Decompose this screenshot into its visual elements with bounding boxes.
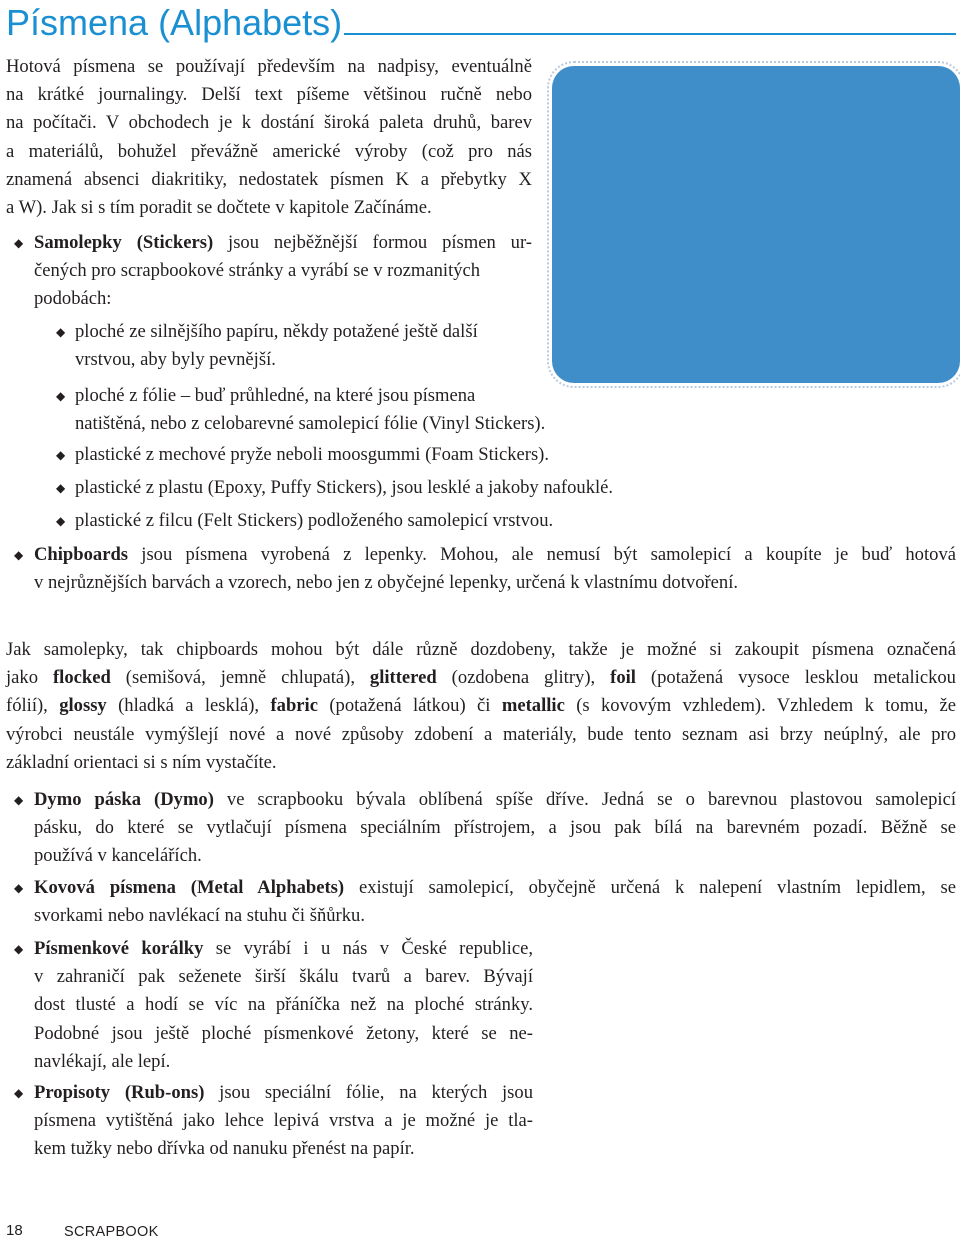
bullet-icon: ◆ [14,236,24,250]
intro-line: na krátké journalingy. Delší text píšeme většinou ručně nebo [6,84,532,106]
paragraph-line [6,692,956,720]
term-beads: Písmenkové korálky [34,938,204,959]
list-item-line: Podobné jsou ještě ploché písmenkové žetony, které se ne- [34,1022,533,1044]
intro-line: na počítači. V obchodech je k dostání široká paleta druhů, barev [6,112,532,134]
list-item-line [34,1079,533,1107]
list-item-dymo [34,786,956,871]
list-item-rubons [34,1079,533,1164]
list-item-line [34,935,533,963]
list-item-line: v zahraničí pak seženete širší škálu tvarů a barev. Bývají [34,966,533,988]
list-item-text: jsou nejběžnější formou písmen ur- [213,232,532,253]
term-flocked: flocked [52,667,111,689]
list-item-line [34,541,956,569]
text: (potažená látkou) či [317,695,502,717]
paragraph-line: výrobci neustále vymýšlejí nové a nové způsoby zdobení a materiály, bude tento seznam asi brzy neúplný, ale pro [6,723,956,745]
sub-item-line: ploché z fólie – buď průhledné, na které jsou písmena [75,385,476,406]
term-chipboards: Chipboards [34,544,129,565]
list-item-chipboards [34,541,956,597]
bullet-icon: ◆ [14,942,24,956]
list-item-line [34,874,956,902]
list-item-stickers [34,229,532,314]
list-item-text: jsou speciální fólie, na kterých jsou [204,1082,533,1103]
term-stickers: Samolepky (Stickers) [34,232,214,253]
paragraph-line: základní orientaci si s ním vystačíte. [6,751,277,773]
list-item-text: jsou písmena vyrobená z lepenky. Mohou, ale nemusí být samolepicí a koupíte je buď hotová [128,544,956,565]
list-item-line: používá v kancelářích. [34,845,202,867]
sub-item [75,318,535,374]
list-item-line: svorkami nebo navlékací na stuhu či šňůrku. [34,905,365,927]
list-item-line: čených pro scrapbookové stránky a vyrábí se v rozmanitých [34,260,481,282]
text: (s kovovým vzhledem). Vzhledem k tomu, že [564,695,956,717]
bullet-icon: ◆ [14,793,24,807]
text: fólií), [6,695,60,717]
text: (potažená vysoce lesklou metalickou [635,667,956,689]
sub-item [75,382,615,438]
bullet-icon: ◆ [56,514,66,528]
term-metal: Kovová písmena (Metal Alphabets) [34,877,345,898]
sub-item [75,441,635,469]
sub-item [75,474,695,502]
term-glossy: glossy [59,695,107,717]
intro-paragraph [6,53,532,222]
intro-line: a W). Jak si s tím poradit se dočtete v kapitole Začínáme. [6,197,432,219]
bullet-icon: ◆ [14,548,24,562]
list-item-line [34,229,532,257]
text: jako [6,667,53,689]
running-footer: SCRAPBOOK [64,1224,159,1240]
bullet-icon: ◆ [56,325,66,339]
list-item-text: existují samolepicí, obyčejně určená k nalepení vlastním lepidlem, se [344,877,956,898]
term-rubons: Propisoty (Rub-ons) [34,1082,205,1103]
sub-item-line: vrstvou, aby byly pevnější. [75,349,276,371]
bullet-icon: ◆ [14,881,24,895]
embellishment-paragraph [6,636,956,777]
list-item-line: kem tužky nebo dřívka od nanuku přenést na papír. [34,1138,415,1160]
term-dymo: Dymo páska (Dymo) [34,789,214,810]
sub-item-line: plastické z filcu (Felt Stickers) podloženého samolepicí vrstvou. [75,510,554,531]
title-rule [344,33,956,35]
page-title: Písmena (Alphabets) [6,2,343,43]
text: (semišová, jemně chlupatá), [110,667,370,689]
intro-line: Hotová písmena se používají především na nadpisy, eventuálně [6,56,532,77]
image-placeholder [552,66,960,383]
paragraph-line [6,664,956,692]
term-glittered: glittered [369,667,437,689]
list-item-line: navlékají, ale lepí. [34,1050,171,1072]
page-number: 18 [6,1222,23,1239]
list-item-text: se vyrábí i u nás v České republice, [203,938,533,959]
term-fabric: fabric [270,695,318,717]
sub-item-line: ploché ze silnějšího papíru, někdy potažené ještě další [75,321,478,342]
paragraph-line: Jak samolepky, tak chipboards mohou být dále různě dozdobeny, takže je možné si zakoupit písmena označená [6,639,956,660]
page-header [6,0,956,48]
term-foil: foil [610,667,636,689]
list-item-text: ve scrapbooku bývala oblíbená spíše dříve. Jedná se o barevnou plastovou samolepicí [213,789,956,810]
sub-item-line: plastické z plastu (Epoxy, Puffy Stickers), jsou lesklé a jakoby nafouklé. [75,477,614,498]
text: (hladká a lesklá), [106,695,271,717]
list-item-line [34,786,956,814]
text: (ozdobena glitry), [436,667,611,689]
bullet-icon: ◆ [56,448,66,462]
list-item-line: písmena vytištěná jako lehce lepivá vrstva a je možné je tla- [34,1110,533,1132]
bullet-icon: ◆ [56,481,66,495]
intro-line: a materiálů, bohužel převážně americké výroby (což pro nás [6,140,532,162]
list-item-beads [34,935,533,1076]
bullet-icon: ◆ [56,389,66,403]
sub-item [75,507,635,535]
list-item-metal [34,874,956,930]
list-item-line: dost tlusté a hodí se víc na přáníčka než na ploché stránky. [34,994,533,1016]
term-metallic: metallic [501,695,565,717]
sub-item-line: plastické z mechové pryže neboli moosgummi (Foam Stickers). [75,444,550,465]
sub-item-line: natištěná, nebo z celobarevné samolepicí fólie (Vinyl Stickers). [75,413,546,435]
list-item-line: v nejrůznějších barvách a vzorech, nebo jen z obyčejné lepenky, určená k vlastnímu dotvoření. [34,572,739,594]
bullet-icon: ◆ [14,1086,24,1100]
list-item-line: podobách: [34,288,112,310]
list-item-line: pásku, do které se vytlačují písmena speciálním přístrojem, a jsou pak bílá na barevném pozadí. Běžně se [34,817,956,839]
intro-line: znamená absenci diakritiky, nedostatek písmen K a přebytky X [6,168,532,190]
